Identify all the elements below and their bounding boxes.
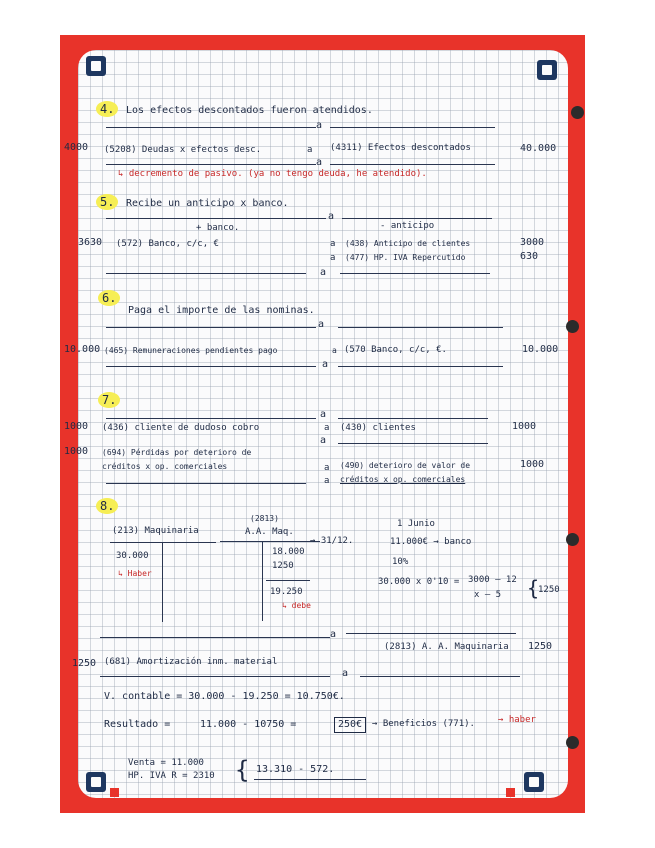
section-5-separator-2: a <box>320 267 327 278</box>
section-8-calc-bottom: x — 5 <box>474 590 502 600</box>
section-7-row2-credit-line1: (490) deterioro de valor de <box>340 461 471 470</box>
section-7-row2-credit-a-2: a <box>324 476 330 486</box>
section-5-credit2-account: (477) HP. IVA Repercutido <box>345 253 466 262</box>
section-4-rule-left-2 <box>106 164 316 165</box>
section-6-title: Paga el importe de las nominas. <box>128 305 315 316</box>
corner-mark-top-left-icon <box>86 56 106 76</box>
section-8-sale: 11.000€ → banco <box>390 537 472 547</box>
section-8-entry-credit: (2813) A. A. Maquinaria <box>384 642 509 652</box>
section-7-row2-credit-a: a <box>324 463 330 473</box>
section-4-note: ↳ decremento de pasivo. (ya no tengo deuda, he atendido). <box>118 169 427 179</box>
section-4-rule-right-2 <box>330 164 495 165</box>
section-8-venta: Venta = 11.000 <box>128 758 204 768</box>
section-8-resultado-value: 250€ <box>334 717 366 733</box>
section-7-separator: a <box>320 409 327 420</box>
red-mark-bottom-left-icon <box>110 788 119 797</box>
section-5-separator: a <box>328 211 335 222</box>
section-8-rule-left <box>100 637 330 638</box>
section-7-row2-credit-line2: créditos x op. comerciales <box>340 475 466 484</box>
section-8-resultado-calc: 11.000 - 10750 = <box>200 719 297 730</box>
section-8-calc-result: 1250 <box>538 585 560 595</box>
section-4-debit-account: (5208) Deudas x efectos desc. <box>104 145 262 155</box>
binder-hole-lower <box>566 533 579 546</box>
section-8-arrow-note: → 31/12. <box>310 536 354 546</box>
section-5-rule-left <box>106 218 326 219</box>
corner-mark-bottom-right-icon <box>524 772 544 792</box>
t-account-2813-total: 19.250 <box>270 587 303 597</box>
section-8-entry-amount-left: 1250 <box>72 658 97 669</box>
section-4-separator: a <box>316 120 323 131</box>
t-account-2813-horizontal <box>220 541 320 542</box>
section-8-calc-1: 30.000 x 0'10 = <box>378 577 460 587</box>
section-7-rule-left <box>106 418 316 419</box>
section-8-separator: a <box>330 629 337 640</box>
section-8-hp-iva: HP. IVA R = 2310 <box>128 771 215 781</box>
section-5-rule-left-2 <box>106 273 306 274</box>
section-4-credit-account: (4311) Efectos descontados <box>330 143 471 153</box>
section-6-separator: a <box>318 319 325 330</box>
binder-hole-top <box>571 106 584 119</box>
section-8-calc-brace: { <box>527 576 540 600</box>
section-4-amount-right: 40.000 <box>520 143 557 154</box>
section-5-credit1-account: (438) Anticipo de clientes <box>345 239 471 248</box>
section-7-rule-right <box>338 418 488 419</box>
section-7-row2-amount-left: 1000 <box>64 446 89 457</box>
section-4-number: 4. <box>96 101 118 117</box>
section-7-row1-amount-left: 1000 <box>64 421 89 432</box>
section-7-row1-debit: (436) cliente de dudoso cobro <box>102 423 260 433</box>
corner-mark-bottom-left-icon <box>86 772 106 792</box>
binder-hole-middle <box>566 320 579 333</box>
section-5-credit2-a: a <box>330 253 336 263</box>
section-6-rule-left-2 <box>106 366 316 367</box>
section-8-resultado-label: Resultado = <box>104 719 171 730</box>
section-4-separator-2: a <box>316 157 323 168</box>
section-8-rule-right <box>346 633 516 634</box>
section-6-separator-2: a <box>322 359 329 370</box>
section-8-entry-credit-amount: 1250 <box>528 641 553 652</box>
section-7-number: 7. <box>98 392 120 408</box>
section-5-rule-right <box>342 218 492 219</box>
section-6-rule-right <box>338 327 503 328</box>
t-account-2813-code: (2813) <box>250 514 279 523</box>
section-8-total: 13.310 - 572. <box>256 764 335 775</box>
section-8-brace: { <box>235 756 250 784</box>
section-6-amount-right: 10.000 <box>522 344 559 355</box>
section-5-credit1-amount: 3000 <box>520 237 545 248</box>
binder-hole-bottom <box>566 736 579 749</box>
section-5-debit-account: (572) Banco, c/c, € <box>116 239 219 249</box>
section-5-credit2-amount: 630 <box>520 251 539 262</box>
section-5-amount-left: 3630 <box>78 237 103 248</box>
section-7-row2-debit-line2: créditos x op. comerciales <box>102 462 228 471</box>
section-4-amount-left: 4000 <box>64 142 89 153</box>
section-5-number: 5. <box>96 194 118 210</box>
t-account-2813-title: A.A. Maq. <box>245 527 294 537</box>
section-5-credit1-a: a <box>330 239 336 249</box>
section-8-date: 1 Junio <box>397 519 435 529</box>
t-account-213-note: ↳ Haber <box>118 569 152 578</box>
t-account-213-debit: 30.000 <box>116 551 149 561</box>
section-8-total-rule <box>254 779 366 780</box>
section-7-row1-amount-right: 1000 <box>512 421 537 432</box>
section-7-rule-left-2 <box>106 483 306 484</box>
section-8-resultado-note: → haber <box>498 715 536 725</box>
section-8-valor-contable: V. contable = 30.000 - 19.250 = 10.750€. <box>104 691 345 702</box>
t-account-2813-note: ↳ debe <box>282 601 311 610</box>
t-account-2813-credit2: 1250 <box>272 561 294 571</box>
t-account-213-vertical <box>162 542 163 622</box>
t-account-2813-vertical <box>262 541 263 621</box>
section-8-rule-right-2 <box>360 676 520 677</box>
section-6-rule-left <box>106 327 316 328</box>
section-6-amount-left: 10.000 <box>64 344 101 355</box>
section-7-separator-2: a <box>320 435 327 446</box>
section-8-rule-left-2 <box>100 676 330 677</box>
section-6-credit-account: (570 Banco, c/c, €. <box>344 345 447 355</box>
red-mark-bottom-right-icon <box>506 788 515 797</box>
section-5-note-right: - anticipo <box>380 221 435 231</box>
section-6-debit-account: (465) Remuneraciones pendientes pago <box>104 346 278 355</box>
section-8-iva: 10% <box>392 557 409 567</box>
section-7-row1-credit: (430) clientes <box>340 423 416 433</box>
section-5-rule-right-2 <box>340 273 490 274</box>
section-4-rule-left <box>106 127 316 128</box>
section-7-row2-amount-right: 1000 <box>520 459 545 470</box>
section-5-title: Recibe un anticipo x banco. <box>126 198 289 209</box>
section-6-rule-right-2 <box>338 366 503 367</box>
section-8-calc-top: 3000 — 12 <box>468 575 517 585</box>
section-8-entry-debit: (681) Amortización inm. material <box>104 657 278 667</box>
t-account-2813-total-rule <box>266 580 310 581</box>
section-6-credit-a: a <box>332 346 337 355</box>
section-4-rule-right <box>330 127 495 128</box>
section-4-credit-a: a <box>307 145 313 155</box>
corner-mark-top-right-icon <box>537 60 557 80</box>
section-7-rule-right-2 <box>338 443 488 444</box>
section-7-row2-debit-line1: (694) Pérdidas por deterioro de <box>102 448 252 457</box>
section-8-separator-2: a <box>342 668 349 679</box>
t-account-213-horizontal <box>110 542 216 543</box>
section-7-row1-credit-a: a <box>324 423 330 433</box>
t-account-2813-credit1: 18.000 <box>272 547 305 557</box>
section-8-number: 8. <box>96 498 118 514</box>
section-4-title: Los efectos descontados fueron atendidos. <box>126 105 373 116</box>
t-account-213-title: (213) Maquinaria <box>112 526 199 536</box>
section-5-note-left: + banco. <box>196 223 240 233</box>
section-8-resultado-arrow: → Beneficios (771). <box>372 719 475 729</box>
section-6-number: 6. <box>98 290 120 306</box>
